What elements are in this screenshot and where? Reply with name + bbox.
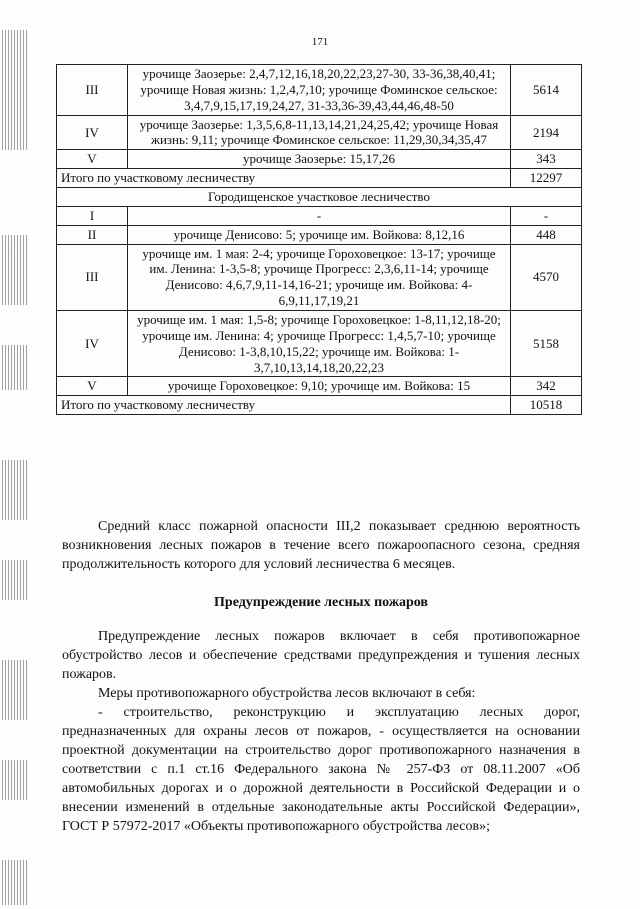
area-cell: 5158 — [511, 311, 582, 377]
area-cell: 2194 — [511, 115, 582, 150]
body-text-block — [62, 627, 580, 836]
class-cell: II — [57, 225, 128, 244]
area-cell: 448 — [511, 225, 582, 244]
table-row — [57, 225, 582, 244]
table-row — [57, 206, 582, 225]
tract-cell: урочище Заозерье: 2,4,7,12,16,18,20,22,23,27-30, 33-36,38,40,41; урочище Новая жизнь: 1,2,4,7,10; урочище Фоминское сельское: 3,4,7,9,15,17,19,24,27, 31-33,36-39,43,44,46,48-50 — [128, 65, 511, 116]
tract-cell: - — [128, 206, 511, 225]
paragraph-prevention: Предупреждение лесных пожаров включает в себя противопожарное обустройство лесов и обеспечение средствами предупреждения и тушения лесных пожаров. — [62, 629, 580, 682]
class-cell: I — [57, 206, 128, 225]
paragraph-roads: - строительство, реконструкцию и эксплуатацию лесных дорог, предназначенных для охраны лесов от пожаров, - осуществляется на основании проектной документации на строительство дорог противопожарного назначения в соответствии с п.1 ст.16 Федерального закона № 257-ФЗ от 08.11.2007 «Об автомобильных дорогах и о дорожной деятельности в Российской Федерации и о внесении изменений в отдельные законодательные акты Российской Федерации», ГОСТ Р 57972-2017 «Объекты противопожарного обустройства лесов»; — [62, 705, 580, 834]
paragraph-fire-class: Средний класс пожарной опасности III,2 показывает среднюю вероятность возникновения лесных пожаров в течение всего пожароопасного сезона, средняя продолжительность которого для условий лесничества 6 месяцев. — [62, 519, 580, 572]
total-value: 12297 — [511, 169, 582, 188]
tract-cell: урочище Денисово: 5; урочище им. Войкова: 8,12,16 — [128, 225, 511, 244]
page-number: 171 — [311, 36, 329, 48]
class-cell: III — [57, 65, 128, 116]
scan-artifact — [2, 30, 28, 150]
total-row — [57, 396, 582, 415]
class-cell: IV — [57, 311, 128, 377]
area-cell: 4570 — [511, 244, 582, 310]
scan-artifact — [2, 860, 28, 905]
class-cell: V — [57, 377, 128, 396]
section-row — [57, 188, 582, 207]
tract-cell: урочище Заозерье: 1,3,5,6,8-11,13,14,21,24,25,42; урочище Новая жизнь: 9,11; урочище Фоминское сельское: 11,29,30,34,35,47 — [128, 115, 511, 150]
scan-artifact — [2, 345, 28, 390]
area-cell: 343 — [511, 150, 582, 169]
tract-cell: урочище Заозерье: 15,17,26 — [128, 150, 511, 169]
table-row — [57, 150, 582, 169]
scan-artifact — [2, 660, 28, 720]
fire-hazard-table — [56, 64, 582, 415]
tract-cell: урочище им. 1 мая: 2-4; урочище Гороховецкое: 13-17; урочище им. Ленина: 1-3,5-8; урочище Прогресс: 2,3,6,11-14; урочище Денисово: 4,6,7,9,11-14,16-21; урочище им. Войкова: 4-6,9,11,17,19,21 — [128, 244, 511, 310]
scan-artifact — [2, 760, 28, 800]
class-cell: III — [57, 244, 128, 310]
paragraph-measures: Меры противопожарного обустройства лесов включают в себя: — [98, 686, 476, 701]
scan-artifact — [2, 235, 28, 305]
table-row — [57, 65, 582, 116]
area-cell: 342 — [511, 377, 582, 396]
total-row — [57, 169, 582, 188]
tract-cell: урочище им. 1 мая: 1,5-8; урочище Гороховецкое: 1-8,11,12,18-20; урочище им. Ленина: 4; урочище Прогресс: 1,4,5,7-10; урочище Денисово: 1-3,8,10,15,22; урочище им. Войкова: 1-3,7,10,13,14,18,20,22,23 — [128, 311, 511, 377]
table-row — [57, 115, 582, 150]
class-cell: IV — [57, 115, 128, 150]
scan-artifact — [2, 560, 28, 600]
area-cell: 5614 — [511, 65, 582, 116]
scan-artifact — [2, 460, 28, 520]
class-cell: V — [57, 150, 128, 169]
total-label: Итого по участковому лесничеству — [57, 169, 511, 188]
section-title: Городищенское участковое лесничество — [57, 188, 582, 207]
area-cell: - — [511, 206, 582, 225]
tract-cell: урочище Гороховецкое: 9,10; урочище им. Войкова: 15 — [128, 377, 511, 396]
body-paragraph — [62, 517, 580, 574]
table-row — [57, 377, 582, 396]
total-label: Итого по участковому лесничеству — [57, 396, 511, 415]
table-row — [57, 244, 582, 310]
total-value: 10518 — [511, 396, 582, 415]
table-row — [57, 311, 582, 377]
section-heading: Предупреждение лесных пожаров — [214, 595, 428, 610]
